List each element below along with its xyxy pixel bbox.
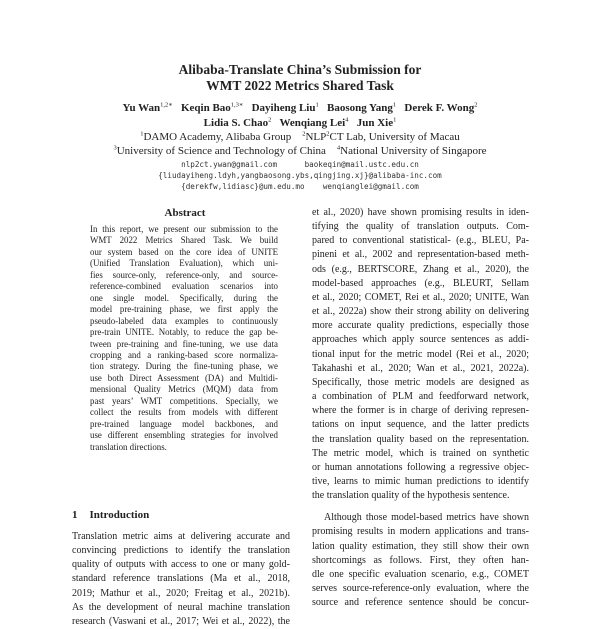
body-line: convincing predictions to identify the translation xyxy=(72,545,290,557)
body-line: research (Vaswani et al., 2017; Wei et al., 2022), the xyxy=(72,615,290,627)
author-affiliation-mark: 1 xyxy=(393,116,397,124)
body-line: The metric model, which is trained on synthetic xyxy=(312,447,529,459)
author-affiliation-mark: 2 xyxy=(474,101,478,109)
author: Yu Wan xyxy=(122,102,161,114)
paper-title-line-1: Alibaba-Translate China’s Submission for xyxy=(178,62,422,77)
body-line: tifying the quality of translation outputs. Com- xyxy=(312,221,529,233)
author-affiliation-mark: 2 xyxy=(268,116,272,124)
author-affiliation-mark: 1 xyxy=(392,101,397,109)
body-line: or human annotations following a regressive objec- xyxy=(312,461,529,473)
introduction-heading xyxy=(72,508,149,522)
affiliation-mark: 2 xyxy=(302,130,306,138)
abstract-heading: Abstract xyxy=(164,207,206,219)
abstract-line: use different ensembling strategies for involved xyxy=(90,430,278,441)
body-line: Specifically, those metric models are designed as xyxy=(312,376,529,388)
body-line: standard reference translations (Ma et al., 2018, xyxy=(72,573,290,585)
body-line: pared to conventional statistical- (e.g., BLEU, Pa- xyxy=(312,235,529,247)
abstract-body xyxy=(90,224,278,453)
body-line: model-based approaches (e.g., BLEURT, Sellam xyxy=(312,277,529,289)
body-line: Although those model-based metrics have shown xyxy=(324,512,529,524)
abstract-line: reference-combined evaluation scenarios into xyxy=(90,281,278,292)
abstract-line: pseudo-labeled data examples to continuously xyxy=(90,315,278,326)
abstract-line: collect the results from models with different xyxy=(90,407,278,418)
paragraph-gap xyxy=(312,503,529,511)
body-line: a combination of PLM and feedforward network, xyxy=(312,391,529,403)
abstract-line: tween pre-training and fine-tuning, we use data xyxy=(90,338,278,349)
author-affiliation-mark: 1,2∗ xyxy=(160,101,173,109)
author: Lidia S. Chao xyxy=(203,117,269,129)
affiliations-row-2 xyxy=(0,144,600,158)
body-line: et al., 2020) have shown promising results in iden- xyxy=(312,207,529,218)
body-line: the translation quality based on the representation. xyxy=(312,433,529,445)
author: Dayiheng Liu xyxy=(251,102,316,114)
author-list-row-1 xyxy=(0,101,600,115)
email-line: {liudayiheng.ldyh,yangbaosong.ybs,qingjing.xj}@alibaba-inc.com xyxy=(158,171,442,180)
introduction-right-column xyxy=(312,206,529,610)
author-list-row-2 xyxy=(0,116,600,130)
body-line: et al., 2022a) show their strong ability on delivering xyxy=(312,306,529,318)
abstract-line: translation directions. xyxy=(90,441,167,452)
body-line: quality of outputs with access to one or many gold- xyxy=(72,559,290,571)
body-line: where the former is in charge of deriving represen- xyxy=(312,405,529,417)
body-line: shortcomings as follows. First, they often han- xyxy=(312,554,529,566)
affiliation-mark: 3 xyxy=(113,144,117,152)
body-line: As the development of neural machine translation xyxy=(72,601,290,613)
abstract-line: our system based on the core idea of UNITE xyxy=(90,246,278,257)
author: Jun Xie xyxy=(356,117,394,129)
abstract-line: (Unified Translation Evaluation), which uni- xyxy=(90,258,278,269)
author-affiliation-mark: 1 xyxy=(315,101,319,109)
abstract-line: model pre-training phase, we first apply the xyxy=(90,304,278,315)
body-line: more accurate quality predictions, especially those xyxy=(312,320,529,332)
abstract-line: WMT 2022 Metrics Shared Task. We build xyxy=(90,235,278,246)
abstract-line: past years’ WMT competitions. Specially, we xyxy=(90,395,278,406)
abstract-line: use both Direct Assessment (DA) and Multidi- xyxy=(90,372,278,383)
author: Keqin Bao xyxy=(180,102,231,114)
email-line: {derekfw,lidiasc}@um.edu.mo wenqianglei@gmail.com xyxy=(181,182,419,191)
paper-title-line-2: WMT 2022 Metrics Shared Task xyxy=(206,78,394,93)
body-line: Takahashi et al., 2020; Wan et al., 2021, 2022a). xyxy=(312,362,529,374)
affiliation: National University of Singapore xyxy=(340,145,487,157)
affiliation: CT Lab, University of Macau xyxy=(329,131,460,143)
abstract-line: one single model. Specifically, during the xyxy=(90,292,278,303)
body-line: tional input for the metric model (Rei et al., 2020; xyxy=(312,348,529,360)
body-line: tive, learns to mimic human predictions to identify xyxy=(312,475,529,487)
body-line: source and reference sentence should be concur- xyxy=(312,597,529,609)
author: Derek F. Wong xyxy=(404,102,475,114)
body-line: tations on input sequence, and the latter predicts xyxy=(312,419,529,431)
affiliation: NLP xyxy=(305,131,327,143)
abstract-line: pre-train UNITE. Notably, to reduce the gap be- xyxy=(90,327,278,338)
abstract-line: fies source-only, reference-only, and source- xyxy=(90,269,278,280)
abstract-line: tion strategy. During the fine-tuning phase, we xyxy=(90,361,278,372)
body-line: lation quality estimation, they still show their own xyxy=(312,540,529,552)
body-line: ods (e.g., BERTSCORE, Zhang et al., 2020), the xyxy=(312,263,529,275)
affiliations-row-1 xyxy=(0,130,600,144)
affiliation: DAMO Academy, Alibaba Group xyxy=(143,131,292,143)
email-line: nlp2ct.ywan@gmail.com baokeqin@mail.ustc.edu.cn xyxy=(181,160,419,169)
body-line: Translation metric aims at delivering accurate and xyxy=(72,531,290,542)
body-line: 2019; Mathur et al., 2020; Freitag et al., 2021b). xyxy=(72,587,290,599)
author: Wenqiang Lei xyxy=(279,117,346,129)
body-line: approaches which apply source sentences as addi- xyxy=(312,334,529,346)
introduction-left-column xyxy=(72,530,290,629)
body-line: pineni et al., 2002 and representation-based meth- xyxy=(312,249,529,261)
affiliation-mark: 4 xyxy=(336,144,341,152)
author: Baosong Yang xyxy=(326,102,393,114)
affiliation-mark: 1 xyxy=(140,130,144,138)
abstract-line: mensional Quality Metrics (MQM) data from xyxy=(90,384,278,395)
abstract-line: cropping and a ranking-based score normaliza- xyxy=(90,349,278,360)
abstract-line: pre-trained language model backbones, and xyxy=(90,418,278,429)
author-affiliation-mark: 1,3∗ xyxy=(230,101,244,109)
body-line: et al., 2020; COMET, Rei et al., 2020; UNITE, Wan xyxy=(312,291,529,303)
body-line: promising results in modern applications and trans- xyxy=(312,526,529,538)
affiliation: University of Science and Technology of China xyxy=(116,145,326,157)
affiliation-mark: 2 xyxy=(326,130,330,138)
body-line: serves source-reference-only evaluation, where the xyxy=(312,583,529,595)
author-affiliation-mark: 4 xyxy=(345,116,349,124)
section-title: Introduction xyxy=(89,509,150,521)
abstract-line: In this report, we present our submission to the xyxy=(90,224,278,234)
body-line: dle one specific evaluation scenario, e.g., COMET xyxy=(312,568,529,580)
section-number: 1 xyxy=(72,509,78,521)
body-line: the translation quality of the hypothesis sentence. xyxy=(312,490,510,502)
